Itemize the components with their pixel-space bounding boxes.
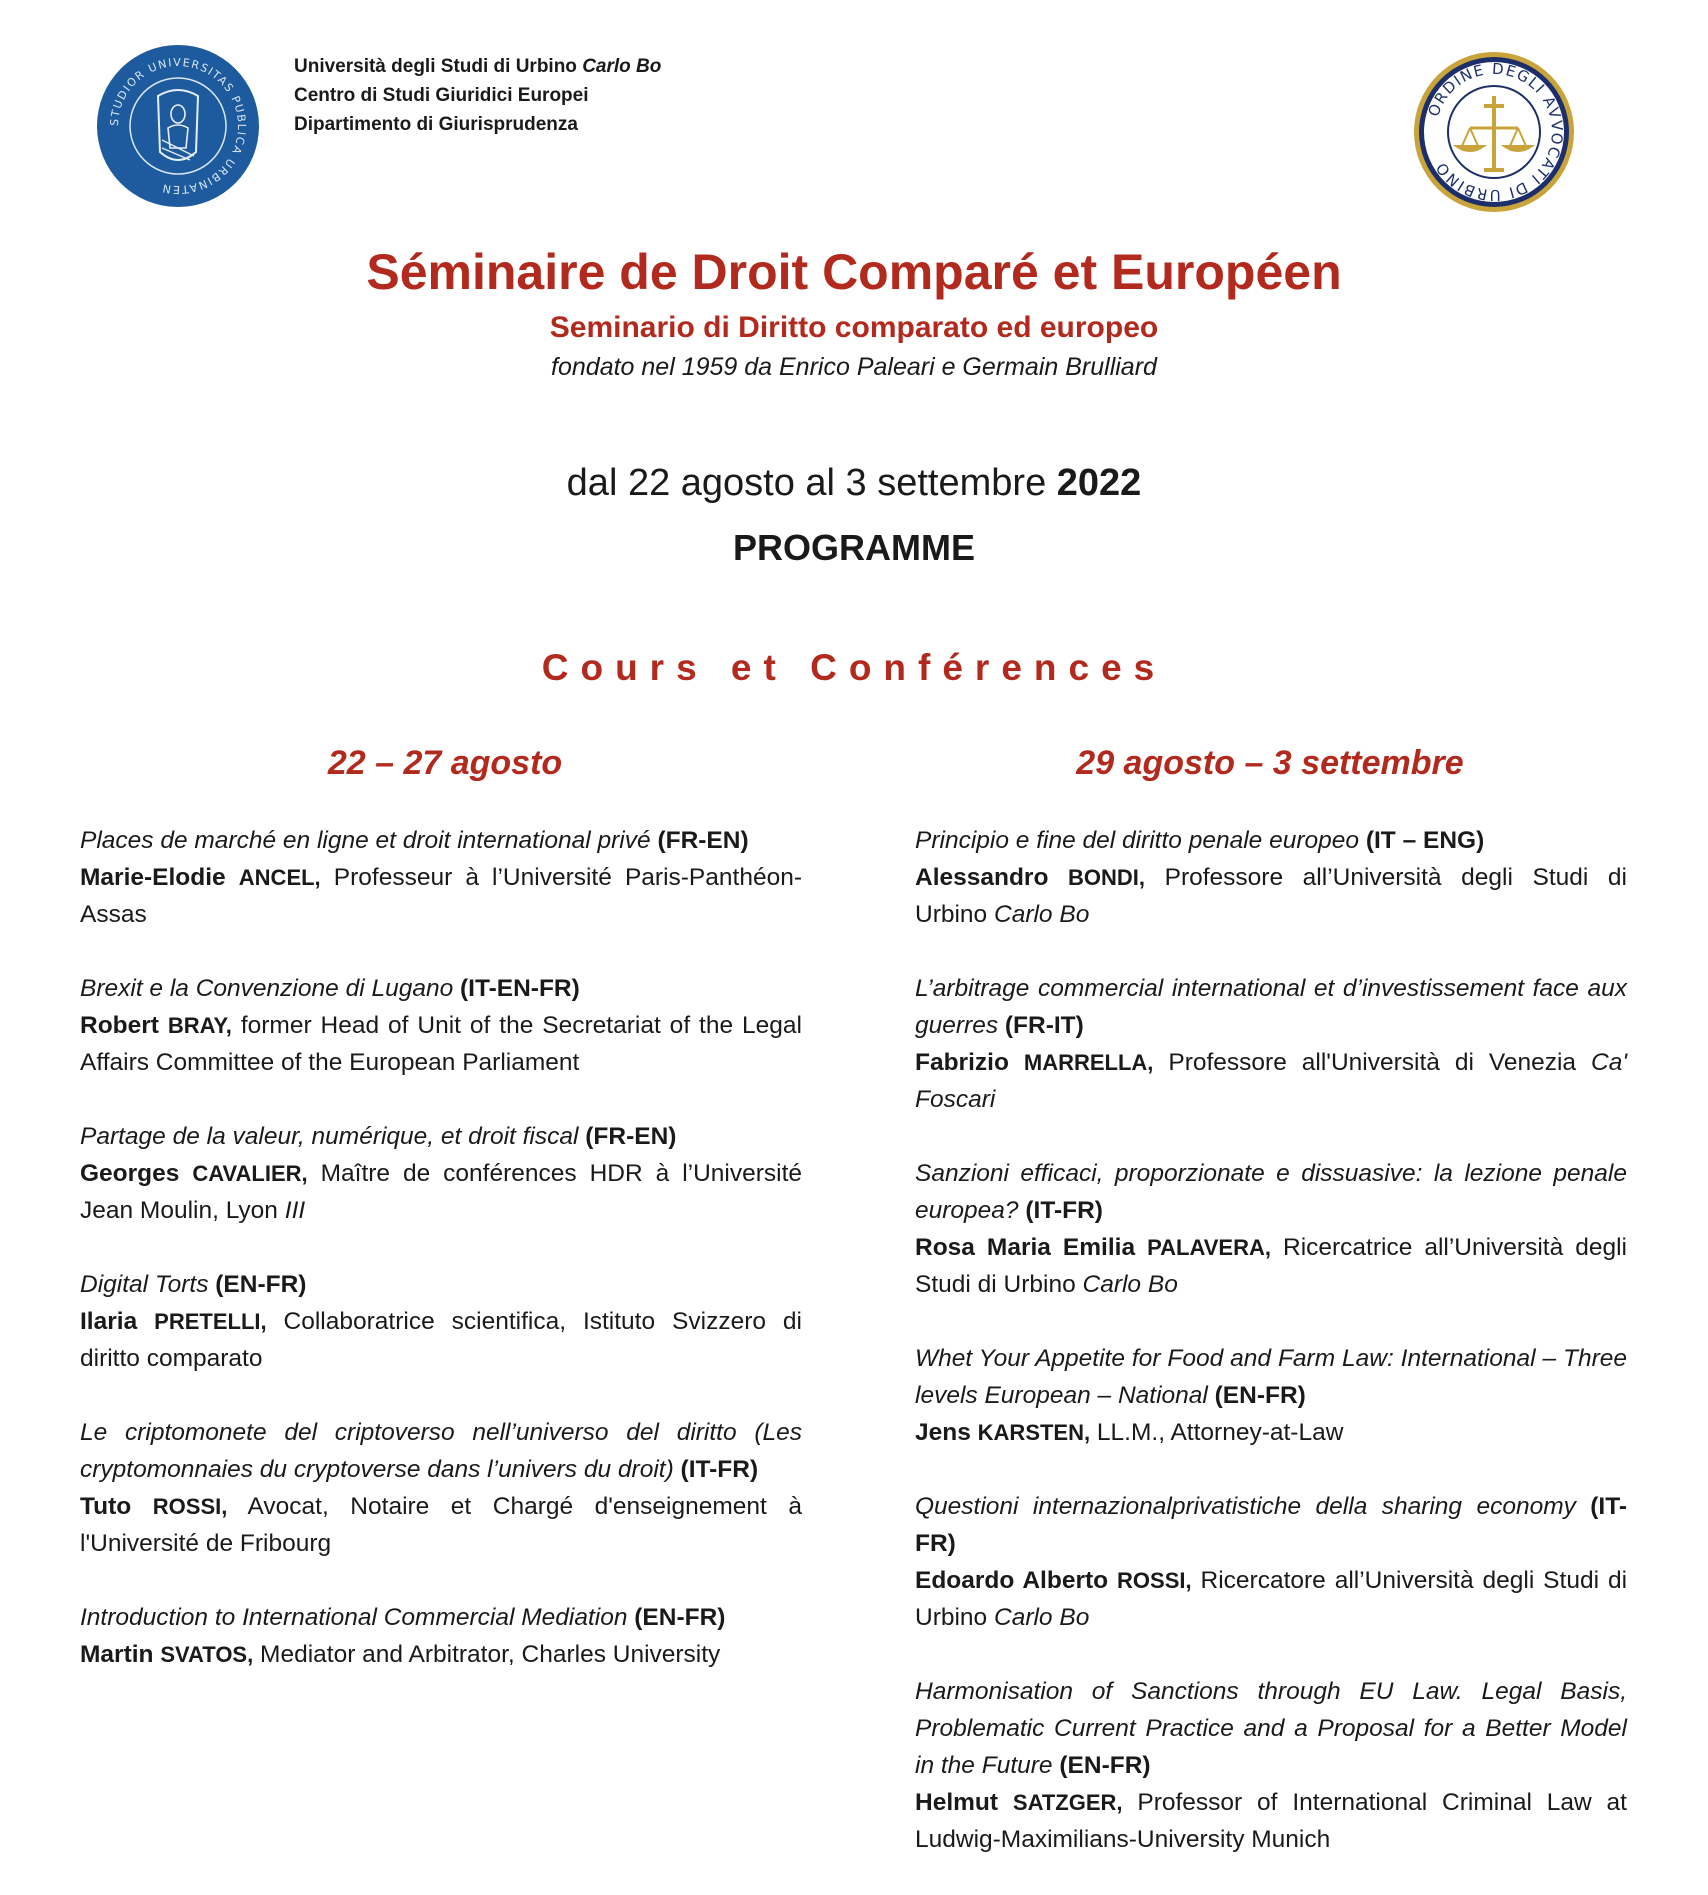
section-heading: Cours et Conférences [541, 647, 1167, 688]
speaker-first-name: Edoardo Alberto [915, 1567, 1109, 1594]
lecture-entry [915, 1340, 1627, 1451]
lecture-languages: (IT-FR) [680, 1456, 759, 1483]
speaker-last-name: BRAY, [167, 1013, 232, 1038]
lecture-languages: (IT-FR) [1025, 1197, 1103, 1224]
lecture-entry [80, 970, 802, 1081]
lecture-title: L’arbitrage commercial international et d’investissement face aux guerres [915, 975, 1627, 1039]
founded-note: fondato nel 1959 da Enrico Paleari e Germain Brulliard [551, 353, 1157, 381]
week-two-lectures [915, 822, 1627, 1895]
lecture-title: Partage de la valeur, numérique, et droit fiscal [80, 1123, 579, 1150]
speaker-first-name: Rosa Maria Emilia [915, 1234, 1136, 1261]
week-two-heading: 29 agosto – 3 settembre [1076, 744, 1464, 782]
speaker-affiliation: Professor of International Criminal Law at Ludwig-Maximilians-University Munich [915, 1789, 1627, 1853]
lecture-entry [80, 1118, 802, 1229]
speaker-last-name: CAVALIER, [192, 1161, 308, 1186]
lecture-entry [915, 1488, 1627, 1636]
speaker-first-name: Martin [80, 1641, 154, 1668]
lecture-entry [80, 1599, 802, 1673]
lecture-languages: (EN-FR) [1214, 1382, 1306, 1409]
lecture-languages: (IT-EN-FR) [460, 975, 580, 1002]
lecture-entry [915, 1673, 1627, 1858]
lecture-title: Sanzioni efficaci, proporzionate e dissuasive: la lezione penale europea? [915, 1160, 1627, 1224]
speaker-affiliation: former Head of Unit of the Secretariat of the Legal Affairs Committee of the European Parliament [80, 1012, 802, 1076]
speaker-first-name: Tuto [80, 1493, 132, 1520]
speaker-affiliation-italic: Carlo Bo [994, 1604, 1090, 1631]
institution-line-centre: Centro di Studi Giuridici Europei [294, 85, 589, 106]
speaker-first-name: Ilaria [80, 1308, 138, 1335]
speaker-last-name: PALAVERA, [1147, 1235, 1271, 1260]
institution-line-university: Università degli Studi di Urbino Carlo Bo [294, 56, 662, 77]
speaker-last-name: KARSTEN, [977, 1420, 1091, 1445]
lecture-title: Principio e fine del diritto penale europeo [915, 827, 1360, 854]
speaker-first-name: Georges [80, 1160, 180, 1187]
lecture-languages: (EN-FR) [215, 1271, 307, 1298]
speaker-affiliation: Ricercatrice all’Università degli Studi di Urbino [915, 1234, 1627, 1298]
speaker-affiliation-italic: Ca' Foscari [915, 1049, 1627, 1113]
speaker-last-name: ROSSI, [1117, 1568, 1192, 1593]
lecture-entry [80, 1266, 802, 1377]
lecture-title: Whet Your Appetite for Food and Farm Law: International – Three levels European – National [915, 1345, 1627, 1409]
speaker-affiliation: LL.M., Attorney-at-Law [1096, 1419, 1344, 1446]
speaker-affiliation: Professore all'Università di Venezia [1168, 1049, 1577, 1076]
seminar-dates: dal 22 agosto al 3 settembre 2022 [566, 462, 1142, 504]
speaker-affiliation: Professeur à l’Université Paris-Panthéon-Assas [80, 864, 802, 928]
lecture-languages: (FR-EN) [585, 1123, 677, 1150]
lecture-title: Le criptomonete del criptoverso nell’universo del diritto (Les cryptomonnaies du cryptoverse dans l’univers du droit) [80, 1419, 802, 1483]
lecture-title: Digital Torts [80, 1271, 209, 1298]
speaker-last-name: MARRELLA, [1023, 1050, 1154, 1075]
speaker-affiliation-italic: Carlo Bo [994, 901, 1090, 928]
speaker-affiliation: Collaboratrice scientifica, Istituto Svizzero di diritto comparato [80, 1308, 802, 1372]
lecture-entry [80, 822, 802, 933]
speaker-affiliation: Ricercatore all’Università degli Studi di Urbino [915, 1567, 1628, 1631]
speaker-first-name: Fabrizio [915, 1049, 1009, 1076]
lecture-languages: (EN-FR) [634, 1604, 726, 1631]
lecture-entry [80, 1414, 802, 1562]
speaker-last-name: BONDI, [1068, 865, 1146, 890]
speaker-affiliation: Maître de conférences HDR à l’Université Jean Moulin, Lyon [80, 1160, 803, 1224]
institution-block [294, 52, 661, 139]
lecture-title: Harmonisation of Sanctions through EU Law. Legal Basis, Problematic Current Practice and a Proposal for a Better Model in the Future [915, 1678, 1627, 1779]
speaker-first-name: Robert [80, 1012, 159, 1039]
lecture-title: Introduction to International Commercial Mediation [80, 1604, 628, 1631]
speaker-first-name: Alessandro [915, 864, 1049, 891]
institution-line-department: Dipartimento di Giurisprudenza [294, 114, 578, 135]
university-seal-logo [96, 44, 260, 208]
seminar-subtitle: Seminario di Diritto comparato ed europeo [549, 311, 1159, 344]
speaker-last-name: PRETELLI, [154, 1309, 267, 1334]
lecture-title: Brexit e la Convenzione di Lugano [80, 975, 454, 1002]
speaker-affiliation: Mediator and Arbitrator, Charles University [260, 1641, 721, 1668]
speaker-last-name: SVATOS, [160, 1642, 254, 1667]
lecture-languages: (FR-IT) [1004, 1012, 1084, 1039]
svg-text:ORDINE DEGLI AVVOCATI DI URBIN: ORDINE DEGLI AVVOCATI DI URBINO [1424, 59, 1567, 205]
lecture-title: Places de marché en ligne et droit international privé [80, 827, 651, 854]
week-one-heading: 22 – 27 agosto [327, 744, 563, 782]
speaker-affiliation-italic: III [284, 1197, 306, 1224]
speaker-first-name: Jens [915, 1419, 971, 1446]
programme-heading: PROGRAMME [733, 527, 975, 568]
speaker-last-name: ROSSI, [152, 1494, 228, 1519]
lecture-languages: (IT-FR) [915, 1493, 1627, 1557]
seminar-title: Séminaire de Droit Comparé et Européen [366, 244, 1342, 300]
svg-text:STUDIOR UNIVERSITAS PUBLICA UR: STUDIOR UNIVERSITAS PUBLICA URBINATEN [107, 55, 249, 197]
speaker-first-name: Helmut [915, 1789, 999, 1816]
speaker-affiliation: Avocat, Notaire et Chargé d'enseignement à l'Université de Fribourg [80, 1493, 802, 1557]
week-one-lectures [80, 822, 802, 1710]
speaker-last-name: SATZGER, [1012, 1790, 1123, 1815]
speaker-affiliation: Professore all’Università degli Studi di Urbino [915, 864, 1627, 928]
bar-association-seal-logo [1412, 50, 1576, 214]
lecture-languages: (EN-FR) [1059, 1752, 1151, 1779]
lecture-entry [915, 822, 1627, 933]
speaker-first-name: Marie-Elodie [80, 864, 226, 891]
speaker-affiliation-italic: Carlo Bo [1082, 1271, 1178, 1298]
lecture-entry [915, 970, 1627, 1118]
lecture-title: Questioni internazionalprivatistiche della sharing economy [915, 1493, 1576, 1520]
lecture-languages: (IT – ENG) [1365, 827, 1485, 854]
lecture-languages: (FR-EN) [657, 827, 749, 854]
lecture-entry [915, 1155, 1627, 1303]
speaker-last-name: ANCEL, [238, 865, 321, 890]
